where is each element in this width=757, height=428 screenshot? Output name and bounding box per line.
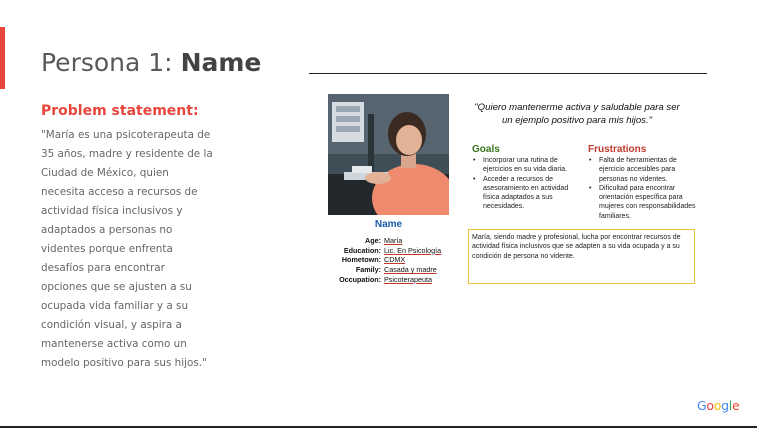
problem-statement: "María es una psicoterapeuta de 35 años, madre y residente de la Ciudad de México, quien necesita acceso a recursos de actividad física inclusivos y adaptados a personas no videntes porque enfrenta desafíos para encontrar opciones que se ajusten a su ocupada vida familiar y a su condición visual, y aspira a mantenerse activa como un modelo positivo para sus hijos." xyxy=(41,129,213,369)
bio-box: María, siendo madre y profesional, lucha por encontrar recursos de actividad física inclusivos que se adapten a su vida ocupada y a su condición de persona no vidente. xyxy=(468,229,695,284)
detail-value: Psicoterapeuta xyxy=(384,274,432,284)
detail-key: Family: xyxy=(355,265,381,275)
goals-heading: Goals xyxy=(472,144,500,155)
title-prefix: Persona 1: xyxy=(41,48,181,77)
title-name: Name xyxy=(180,48,262,77)
detail-key: Occupation: xyxy=(339,274,381,284)
list-item: • Dificultad para encontrar orientación específica para mujeres con responsabilidades familiares. xyxy=(588,184,702,221)
title-divider xyxy=(309,73,707,74)
list-item: • Acceder a recursos de asesoramiento en actividad física adaptados a sus necesidades. xyxy=(472,175,580,212)
detail-value: CDMX xyxy=(384,255,406,265)
detail-row-education xyxy=(320,246,441,256)
frustrations-heading: Frustrations xyxy=(588,144,647,155)
detail-key: Education: xyxy=(343,245,381,255)
list-item: • Incorporar una rutina de ejercicios en su vida diaria. xyxy=(472,156,580,175)
detail-value: María xyxy=(384,236,403,245)
detail-value: Casada y madre xyxy=(384,265,437,275)
persona-photo xyxy=(328,94,449,215)
persona-details xyxy=(320,236,441,285)
detail-key: Age: xyxy=(365,236,381,245)
persona-name-label: Name xyxy=(374,219,403,230)
persona-quote: "Quiero mantenerme activa y saludable para ser un ejemplo positivo para mis hijos." xyxy=(474,102,680,126)
frustrations-list xyxy=(588,156,702,221)
detail-key: Hometown: xyxy=(341,255,381,265)
detail-row-family xyxy=(320,265,441,275)
list-item: • Falta de herramientas de ejercicio accesibles para personas no videntes. xyxy=(588,156,702,184)
detail-value: Lic. En Psicología xyxy=(384,245,442,255)
goals-list xyxy=(472,156,580,212)
google-logo: Google xyxy=(697,398,740,413)
slide-title xyxy=(41,48,261,77)
problem-heading: Problem statement: xyxy=(41,103,199,119)
detail-row-occupation xyxy=(320,275,441,285)
detail-row-age xyxy=(320,236,441,246)
accent-bar xyxy=(0,27,5,89)
detail-row-hometown xyxy=(320,255,441,265)
